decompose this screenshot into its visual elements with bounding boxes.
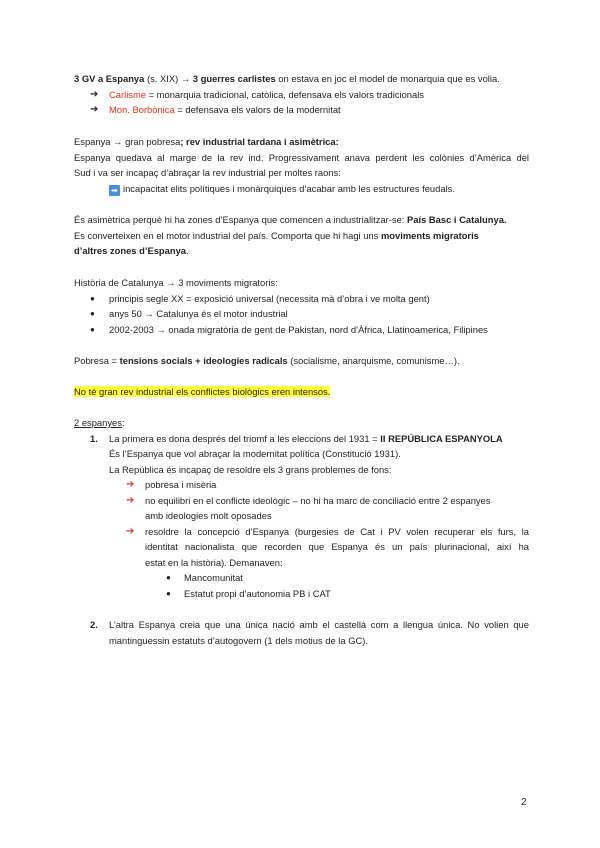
section-two-spains: 2 espanyes: 1. La primera es dona després del triomf a les eleccions del 1931 = II REPÚBLICA ESPANYOLA És l’Espanya que vol abraçar la modernitat política (Constitució 1931). La República és incapaç de resoldre els 3 grans problemes de fons: ➔ pobresa i misèria ➔ no equilibri en el conflicte ideològic – no hi ha marc de conciliació entre 2 espanyes amb ideologies molt oposades ➔ resoldre la concepció d’Espanya (burgesies de Cat i PV volen recuperar els furs, la identitat nacionalista que recorden que Espanya és un país plurinacional, així ha estat en la història). Demanaven: ● Mancomunitat ● Estatut propi d’autonomia PB i CAT xyxy=(74,415,529,601)
numbered-item-1: 1. La primera es dona després del triomf a les eleccions del 1931 = II REPÚBLICA ESPANYOLA xyxy=(90,432,503,444)
list-item: ● Estatut propi d’autonomia PB i CAT xyxy=(74,586,529,602)
bullet-icon: ● xyxy=(166,573,171,582)
section-tensions: Pobresa = tensions socials + ideologies radicals (socialisme, anarquisme, comunisme…). xyxy=(74,355,460,366)
sub-item: ➔ resoldre la concepció d’Espanya (burgesies de Cat i PV volen recuperar els furs, la xyxy=(74,524,529,540)
list-item: ● 2002-2003 → onada migratòria de gent de Pakistan, nord d’Àfrica, Llatinoamerica, Filipines xyxy=(74,322,529,338)
poverty-line-2: Espanya quedava al marge de la rev ind. Progressivament anava perdent les colònies d’Amèrica del xyxy=(74,151,529,163)
asymmetric-line-2: Es converteixen en el motor industrial del país. Comporta que hi hagi uns moviments migratoris xyxy=(74,229,479,241)
numbered-item-2: 2. L’altra Espanya creia que una única nació amb el castellà com a llengua única. No volien que mantinguessin estatuts d’autogovern (1 dels motius de la GC). xyxy=(90,619,529,646)
asymmetric-line-3: d’altres zones d’Espanya. xyxy=(74,245,189,256)
bullet-icon: ● xyxy=(90,293,95,303)
section-catalonia-history xyxy=(74,275,529,337)
section-carlist-wars xyxy=(74,71,529,118)
red-arrow-icon: ➔ xyxy=(126,494,135,506)
poverty-title: Espanya → gran pobresa; rev industrial tardana i asimètrica: xyxy=(74,136,339,147)
bullet-icon: ● xyxy=(90,324,95,334)
catalonia-title: Història de Catalunya → 3 moviments migratoris: xyxy=(74,277,278,288)
asymmetric-line-1: És asimètrica perquè hi ha zones d’Espanya que comencen a industrialitzar-se: País Basc i Catalunya. xyxy=(74,214,507,225)
page-number: 2 xyxy=(521,797,527,808)
bullet-icon: ● xyxy=(166,588,171,598)
section-highlight xyxy=(74,384,529,400)
bullet-icon: ● xyxy=(90,309,95,318)
list-item: ● principis segle XX = exposició universal (necessita mà d’obra i ve molta gent) xyxy=(74,291,529,307)
poverty-line-3: Sud i va ser incapaç d’abraçar la rev industrial per moltes raons: xyxy=(74,167,341,178)
monarquia-line: ➔ Mon. Borbònica = defensava els valors de la modernitat xyxy=(74,102,529,118)
arrow-box-icon: ➡ xyxy=(109,185,120,196)
red-arrow-icon: ➔ xyxy=(126,525,135,537)
arrow-icon: ➔ xyxy=(90,104,99,115)
section-poverty xyxy=(74,134,529,196)
carlist-wars-line: 3 GV a Espanya (s. XIX) → 3 guerres carlistes on estava en joc el model de monarquia que es volia. xyxy=(74,73,500,84)
list-item: ● anys 50 → Catalunya és el motor industrial xyxy=(74,306,529,322)
list-item: ● Mancomunitat xyxy=(74,570,529,586)
highlighted-text: No té gran rev industrial els conflictes biològics eren intensos. xyxy=(74,386,331,397)
two-spains-title: 2 espanyes: xyxy=(74,417,125,428)
arrow-icon: ➔ xyxy=(90,88,99,100)
red-arrow-icon: ➔ xyxy=(126,479,135,490)
sub-item: ➔ pobresa i misèria xyxy=(74,477,529,493)
carlisme-line: ➔ Carlisme = monarquia tradicional, catòlica, defensava els valors tradicionals xyxy=(74,87,529,103)
sub-item: ➔ no equilibri en el conflicte ideològic – no hi ha marc de conciliació entre 2 espanyes xyxy=(74,493,529,509)
poverty-line-4: ➡ incapacitat elits polítiques i monàrquiques d’acabar amb les estructures feudals. xyxy=(74,181,529,197)
section-asymmetric xyxy=(74,212,529,259)
